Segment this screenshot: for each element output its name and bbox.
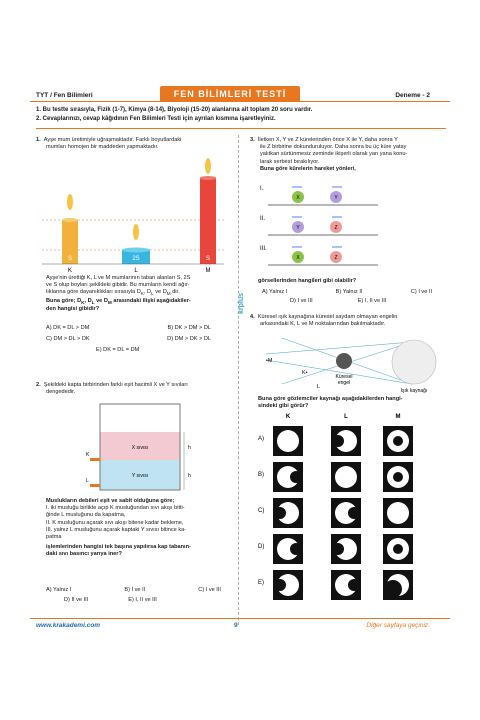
q3-option-e[interactable]: E) I, II ve III xyxy=(357,298,387,304)
col-head-k: K xyxy=(285,414,291,420)
exam-number: Deneme - 2 xyxy=(395,92,430,99)
q2-item-1-cont: ğinde L musluğunu da kapatma, xyxy=(46,512,126,519)
q1-options xyxy=(46,323,236,356)
next-page-note: Diğer sayfaya geçiniz. xyxy=(366,622,430,629)
q1-text-2: mumları homojen bir maddeden yapmaktadır. xyxy=(46,144,159,151)
q1-option-a[interactable]: A) DK = DL > DM xyxy=(46,325,90,331)
q4-view-shadow xyxy=(332,435,344,447)
column-divider xyxy=(238,135,239,625)
point-l-label: L xyxy=(317,384,321,390)
instructions xyxy=(36,106,446,129)
question-1 xyxy=(36,137,231,151)
q2-option-e[interactable]: E) I, II ve III xyxy=(128,597,157,603)
q2-option-c[interactable]: C) I ve III xyxy=(198,587,221,593)
q4-view-shadow xyxy=(290,471,302,483)
q3-row-3-floor xyxy=(268,264,378,266)
q2-condition: Muslukların debileri eşit ve sabit olduğuna göre; xyxy=(46,498,175,504)
q2-ask-1: işlemlerinden hangisi tek başına yapılırsa kap tabanın- xyxy=(46,544,191,551)
q3-spheres-figure xyxy=(258,180,448,270)
liquid-y-label: Y sıvısı xyxy=(131,473,149,479)
liquid-x-label: X sıvısı xyxy=(131,445,149,451)
col-head-l: L xyxy=(344,414,348,420)
q4-option-label[interactable]: A) xyxy=(258,436,264,442)
spherical-obstacle xyxy=(336,353,352,369)
q2-body xyxy=(46,498,236,559)
q1-ask-1: Buna göre; $D_K$, $D_L$ ve $D_M$ arasındaki ilişki aşağıdakiler- xyxy=(46,297,191,305)
candle-k-top xyxy=(62,218,78,222)
question-3 xyxy=(250,137,450,173)
q4-view-shadow xyxy=(393,436,403,446)
q4-light-figure xyxy=(262,334,452,394)
q1-option-b[interactable]: B) DK > DM > DL xyxy=(167,325,211,331)
q1-option-c[interactable]: C) DM > DL > DK xyxy=(46,336,90,342)
q3-text-4: larak serbest bırakılıyor. xyxy=(260,158,320,165)
obstacle-label-1: Küresel xyxy=(335,374,353,380)
page-number: 9 xyxy=(234,622,238,629)
candle-k-area: S xyxy=(67,256,73,262)
q4-ask-1: Buna göre gözlemciler kaynağı aşağıdakilerden hangi- xyxy=(258,396,403,402)
q2-option-b[interactable]: B) I ve II xyxy=(124,587,146,593)
candle-k-flame xyxy=(67,194,73,210)
q4-view-disc xyxy=(387,502,409,524)
point-k-label: K• xyxy=(302,370,308,376)
sphere-x-row-1-label: X xyxy=(296,195,300,201)
q3-ask-2: görsellerinden hangileri gibi olabilir? xyxy=(258,278,357,284)
q3-row-2-label: II. xyxy=(260,216,266,222)
q1-text-1: Ayşe mum üretimiyle uğraşmaktadır. Farklı boyutlardaki xyxy=(43,137,182,143)
light-source xyxy=(392,340,436,384)
q3-text-3: yalıtkan sürtünmesiz zeminde ikişerli olarak yan yana konu- xyxy=(260,151,408,158)
footer-divider xyxy=(30,618,450,619)
header-divider xyxy=(30,101,450,102)
question-2 xyxy=(36,382,234,396)
col-head-m: M xyxy=(395,414,401,420)
q3-option-c[interactable]: C) I ve II xyxy=(410,289,432,295)
q1-option-d[interactable]: D) DM > DK > DL xyxy=(167,336,211,342)
light-source-label: Işık kaynağı xyxy=(400,388,428,394)
instruction-2: 2. Cevaplarınızı, cevap kâğıdının Fen Bilimleri Testi için ayrılan kısmına işaretleyiniz. xyxy=(36,116,276,122)
q4-option-label[interactable]: D) xyxy=(258,544,265,550)
q3-option-d[interactable]: D) I ve III xyxy=(290,298,313,304)
q1-number: 1. xyxy=(36,137,41,143)
q4-view-shadow xyxy=(384,580,402,598)
q3-option-a[interactable]: A) Yalnız I xyxy=(262,289,288,295)
q2-item-1: I. iki musluğu birlikte açıp K musluğundan sıvı akışı bitti- xyxy=(46,505,185,512)
q4-text-1: Küresel ışık kaynağına küresel saydam olmayan engelin xyxy=(257,314,398,320)
candle-m-label: M xyxy=(205,268,211,273)
candle-m-area: S xyxy=(205,256,211,262)
test-title: FEN BİLİMLERİ TESTİ xyxy=(160,86,300,102)
point-m-label: •M xyxy=(266,358,273,364)
tap-l-label: L xyxy=(86,478,89,484)
question-4 xyxy=(250,314,450,328)
exam-section: TYT / Fen Bilimleri xyxy=(36,92,93,99)
q1-option-e[interactable]: E) DK = DL = DM xyxy=(96,347,140,353)
q4-view-shadow xyxy=(274,579,286,591)
q1-ask-2: den hangisi gibidir? xyxy=(46,306,100,313)
q3-ask-1: Buna göre kürelerin hareket yönleri, xyxy=(260,165,356,172)
q4-option-label[interactable]: E) xyxy=(258,580,264,586)
q2-ask-2: daki sıvı basıncı yarıya iner? xyxy=(46,551,122,558)
q2-option-a[interactable]: A) Yalnız I xyxy=(46,587,72,593)
q4-view-disc xyxy=(277,430,299,452)
sphere-z-row-2-label: Z xyxy=(334,225,338,231)
q3-text-1: İletken X, Y ve Z kürelerinden önce X ile Y, daha sonra Y xyxy=(257,137,398,143)
candle-l-label: L xyxy=(134,268,138,273)
q1-body-2: ve S olup boyları şekildeki gibidir. Bu mumların kendi ağır- xyxy=(46,282,190,289)
instruction-1: 1. Bu testte sırasıyla, Fizik (1-7), Kimya (8-14), Biyoloji (15-20) alanlarına ait toplam 20 soru vardır. xyxy=(36,107,313,113)
q2-text-2: dengededir. xyxy=(46,389,76,396)
candle-k-label: K xyxy=(67,268,73,273)
q3-row-1-label: I. xyxy=(260,186,264,192)
q3-number: 3. xyxy=(250,137,255,143)
candle-l-flame xyxy=(133,224,139,240)
q2-item-3: III. yalnız L musluğunu açarak kaptaki Y sıvısı bitince ka- xyxy=(46,526,187,533)
q4-text-2: arkasındaki K, L ve M noktalarından bakılmaktadır. xyxy=(260,321,386,328)
q1-body-1: Ayşe'nin ürettiği K, L ve M mumlarının taban alanları S, 2S xyxy=(46,275,191,281)
h-label-1: h xyxy=(188,445,191,451)
q2-container-figure xyxy=(80,402,210,492)
q4-view-shadow xyxy=(348,507,360,519)
q4-view-shadow xyxy=(393,472,403,482)
q2-text-1: Şekildeki kapta birbirinden farklı eşit hacimli X ve Y sıvıları xyxy=(43,382,188,388)
candle-m xyxy=(200,178,216,264)
sphere-z-row-3-label: Z xyxy=(334,255,338,261)
sphere-y-row-2-label: Y xyxy=(296,225,300,231)
q3-row-1-floor xyxy=(268,204,378,206)
q3-text-2: ile Z birbirine dokunduruluyor. Daha sonra bu üç küre yatay xyxy=(260,144,407,151)
q2-option-d[interactable]: D) II ve III xyxy=(64,597,89,603)
q4-ask-2: sindeki gibi görür? xyxy=(258,403,309,410)
q3-option-b[interactable]: B) Yalnız II xyxy=(335,289,363,295)
q2-item-2: II. K musluğunu açarak sıvı akışı bitene kadar bekleme, xyxy=(46,519,184,526)
tap-k-label: K xyxy=(86,452,90,458)
q3-row-2-floor xyxy=(268,234,378,236)
sphere-x-row-3-label: X xyxy=(296,255,300,261)
watermark: krplus xyxy=(238,292,246,315)
q4-option-label[interactable]: C) xyxy=(258,508,265,514)
candle-m-flame xyxy=(205,158,211,174)
candle-l-area: 2S xyxy=(132,256,140,262)
q2-number: 2. xyxy=(36,382,41,388)
q3-options xyxy=(262,288,452,306)
q4-view-shadow xyxy=(332,543,344,555)
candle-m-top xyxy=(200,176,216,180)
ray-1 xyxy=(266,342,412,354)
q4-view-disc xyxy=(335,466,357,488)
q4-ask xyxy=(258,396,448,410)
q2-item-3-cont: patma xyxy=(46,534,62,541)
obstacle-label-2: engel xyxy=(337,380,351,386)
candle-l-top xyxy=(122,248,150,253)
tap-k[interactable] xyxy=(90,458,100,461)
q4-options-grid xyxy=(258,412,448,612)
footer-url[interactable]: www.krakademi.com xyxy=(36,622,101,629)
sphere-y-row-1-label: Y xyxy=(334,195,338,201)
q3-row-3-label: III. xyxy=(260,246,267,252)
q4-number: 4. xyxy=(250,314,255,320)
q4-view-shadow xyxy=(348,579,360,591)
q1-body-3: lıklarına göre dayanıklıkları sırasıyla $D_K$, $D_L$ ve $D_M$ dir. xyxy=(46,289,180,297)
q2-options xyxy=(46,585,236,605)
q1-candles-figure xyxy=(38,158,228,273)
q4-view-shadow xyxy=(290,543,302,555)
tap-l[interactable] xyxy=(90,484,100,487)
h-label-2: h xyxy=(188,473,191,479)
q4-view-shadow xyxy=(274,507,286,519)
q4-view-shadow xyxy=(393,544,403,554)
q1-body xyxy=(46,275,236,313)
q4-option-label[interactable]: B) xyxy=(258,472,264,478)
